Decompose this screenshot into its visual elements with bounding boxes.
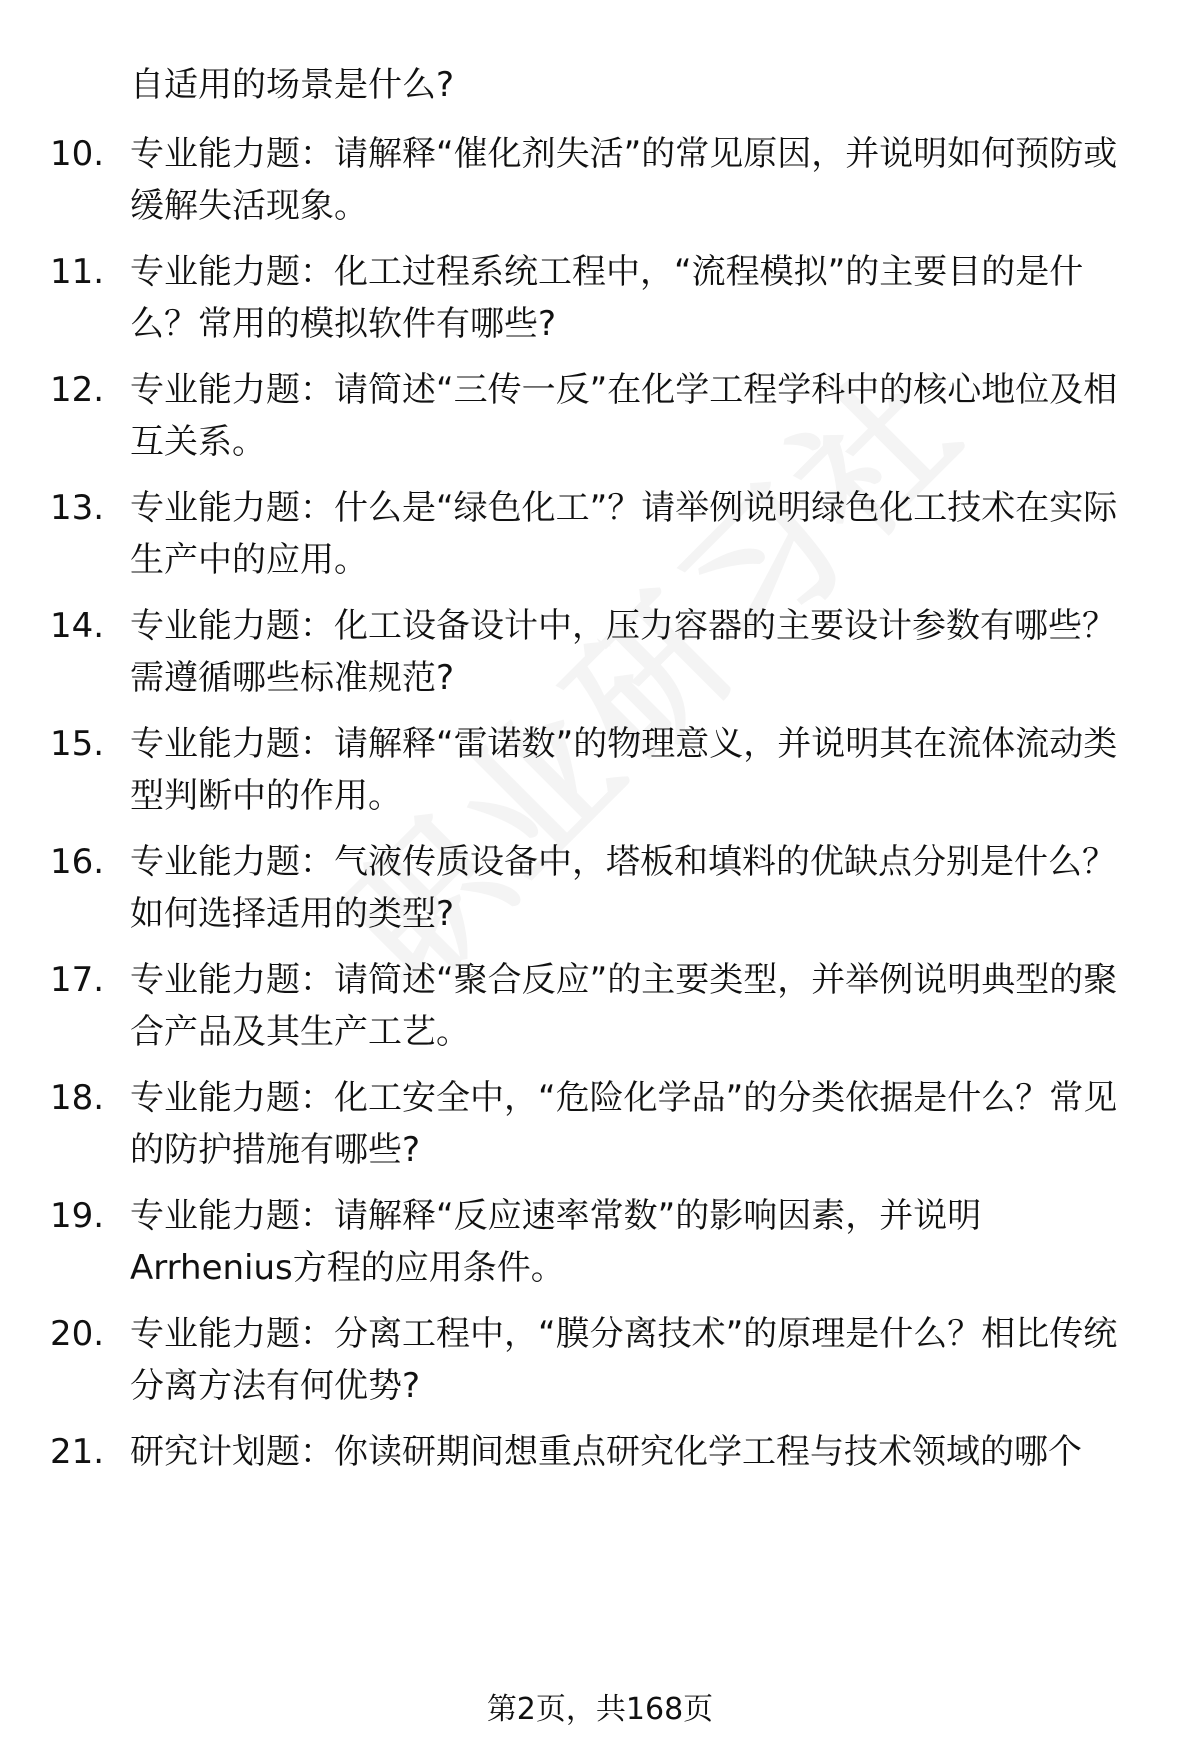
question-text: 研究计划题：你读研期间想重点研究化学工程与技术领域的哪个 xyxy=(130,1432,1082,1472)
question-number: 17. xyxy=(50,960,105,1000)
question-number: 19. xyxy=(50,1196,105,1236)
question-text: 专业能力题：化工安全中，“危险化学品”的分类依据是什么？常见的防护措施有哪些? xyxy=(130,1078,1118,1170)
question-number: 10. xyxy=(50,134,105,174)
question-number: 11. xyxy=(50,252,105,292)
question-text: 专业能力题：请简述“三传一反”在化学工程学科中的核心地位及相互关系。 xyxy=(130,370,1118,462)
continued-text: 自适用的场景是什么? xyxy=(130,65,455,105)
question-number: 20. xyxy=(50,1314,105,1354)
question-number: 16. xyxy=(50,842,105,882)
question-text: 专业能力题：请解释“催化剂失活”的常见原因，并说明如何预防或缓解失活现象。 xyxy=(130,134,1118,226)
question-text: 专业能力题：化工过程系统工程中，“流程模拟”的主要目的是什么？常用的模拟软件有哪些? xyxy=(130,252,1084,344)
question-text: 专业能力题：化工设备设计中，压力容器的主要设计参数有哪些？需遵循哪些标准规范? xyxy=(130,606,1116,698)
question-number: 21. xyxy=(50,1432,105,1472)
question-text: 专业能力题：请解释“反应速率常数”的影响因素，并说明Arrhenius方程的应用条件。 xyxy=(130,1196,982,1288)
question-number: 14. xyxy=(50,606,105,646)
question-text: 专业能力题：什么是“绿色化工”？请举例说明绿色化工技术在实际生产中的应用。 xyxy=(130,488,1118,580)
question-number: 13. xyxy=(50,488,105,528)
question-text: 专业能力题：气液传质设备中，塔板和填料的优缺点分别是什么？如何选择适用的类型? xyxy=(130,842,1116,934)
question-number: 18. xyxy=(50,1078,105,1118)
page-footer: 第2页，共168页 xyxy=(486,1692,714,1727)
question-number: 15. xyxy=(50,724,105,764)
question-text: 专业能力题：请简述“聚合反应”的主要类型，并举例说明典型的聚合产品及其生产工艺。 xyxy=(130,960,1118,1052)
question-text: 专业能力题：分离工程中，“膜分离技术”的原理是什么？相比传统分离方法有何优势? xyxy=(130,1314,1118,1406)
question-text: 专业能力题：请解释“雷诺数”的物理意义，并说明其在流体流动类型判断中的作用。 xyxy=(130,724,1118,816)
question-number: 12. xyxy=(50,370,105,410)
